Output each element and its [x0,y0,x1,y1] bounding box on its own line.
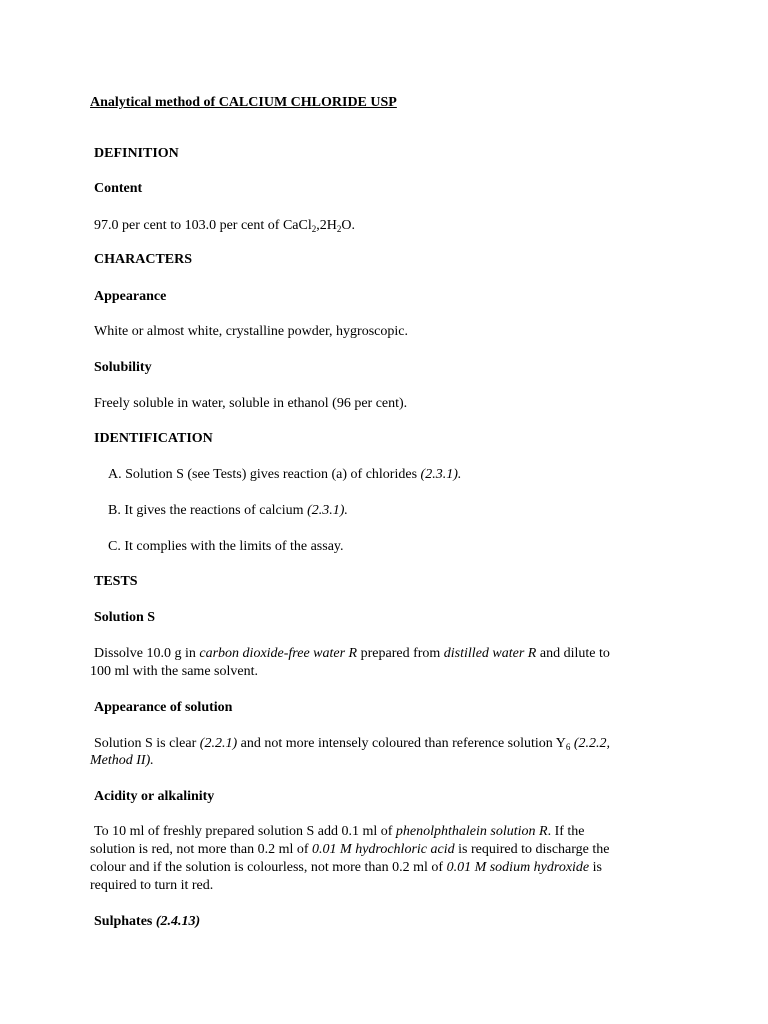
sulphates-heading: Sulphates (2.4.13) [94,914,201,929]
appearance-solution-line-2: Method II). [90,753,154,768]
content-text: 97.0 per cent to 103.0 per cent of $CaCl_2,2H_2O$. [94,218,355,234]
solution-s-line-1: Dissolve 10.0 g in carbon dioxide-free water R prepared from distilled water R and dilute to [94,646,610,661]
solubility-heading: Solubility [94,360,152,375]
content-heading: Content [94,181,143,196]
acidity-line-3: colour and if the solution is colourless, not more than 0.2 ml of 0.01 M sodium hydroxide is [90,860,602,875]
solution-s-heading: Solution S [94,610,156,625]
identification-heading: IDENTIFICATION [94,431,213,446]
identification-c: C. It complies with the limits of the assay. [108,539,344,554]
appearance-solution-heading: Appearance of solution [94,700,233,715]
definition-heading: DEFINITION [94,146,179,161]
tests-heading: TESTS [94,574,138,589]
appearance-text: White or almost white, crystalline powder, hygroscopic. [94,324,408,339]
characters-heading: CHARACTERS [94,252,193,267]
document-title: Analytical method of CALCIUM CHLORIDE USP [90,95,397,110]
acidity-heading: Acidity or alkalinity [94,789,215,804]
acidity-line-4: required to turn it red. [90,878,214,893]
solubility-text: Freely soluble in water, soluble in ethanol (96 per cent). [94,396,408,411]
acidity-line-2: solution is red, not more than 0.2 ml of 0.01 M hydrochloric acid is required to discharge the [90,842,610,857]
appearance-solution-line-1: Solution S is clear (2.2.1) and not more intensely coloured than reference solution $Y_6$ (2.2.2, [94,736,611,752]
identification-b: B. It gives the reactions of calcium (2.3.1). [108,503,348,518]
acidity-line-1: To 10 ml of freshly prepared solution S add 0.1 ml of phenolphthalein solution R. If the [94,824,585,839]
appearance-heading: Appearance [94,289,167,304]
solution-s-line-2: 100 ml with the same solvent. [90,664,258,679]
identification-a: A. Solution S (see Tests) gives reaction (a) of chlorides (2.3.1). [108,467,462,482]
